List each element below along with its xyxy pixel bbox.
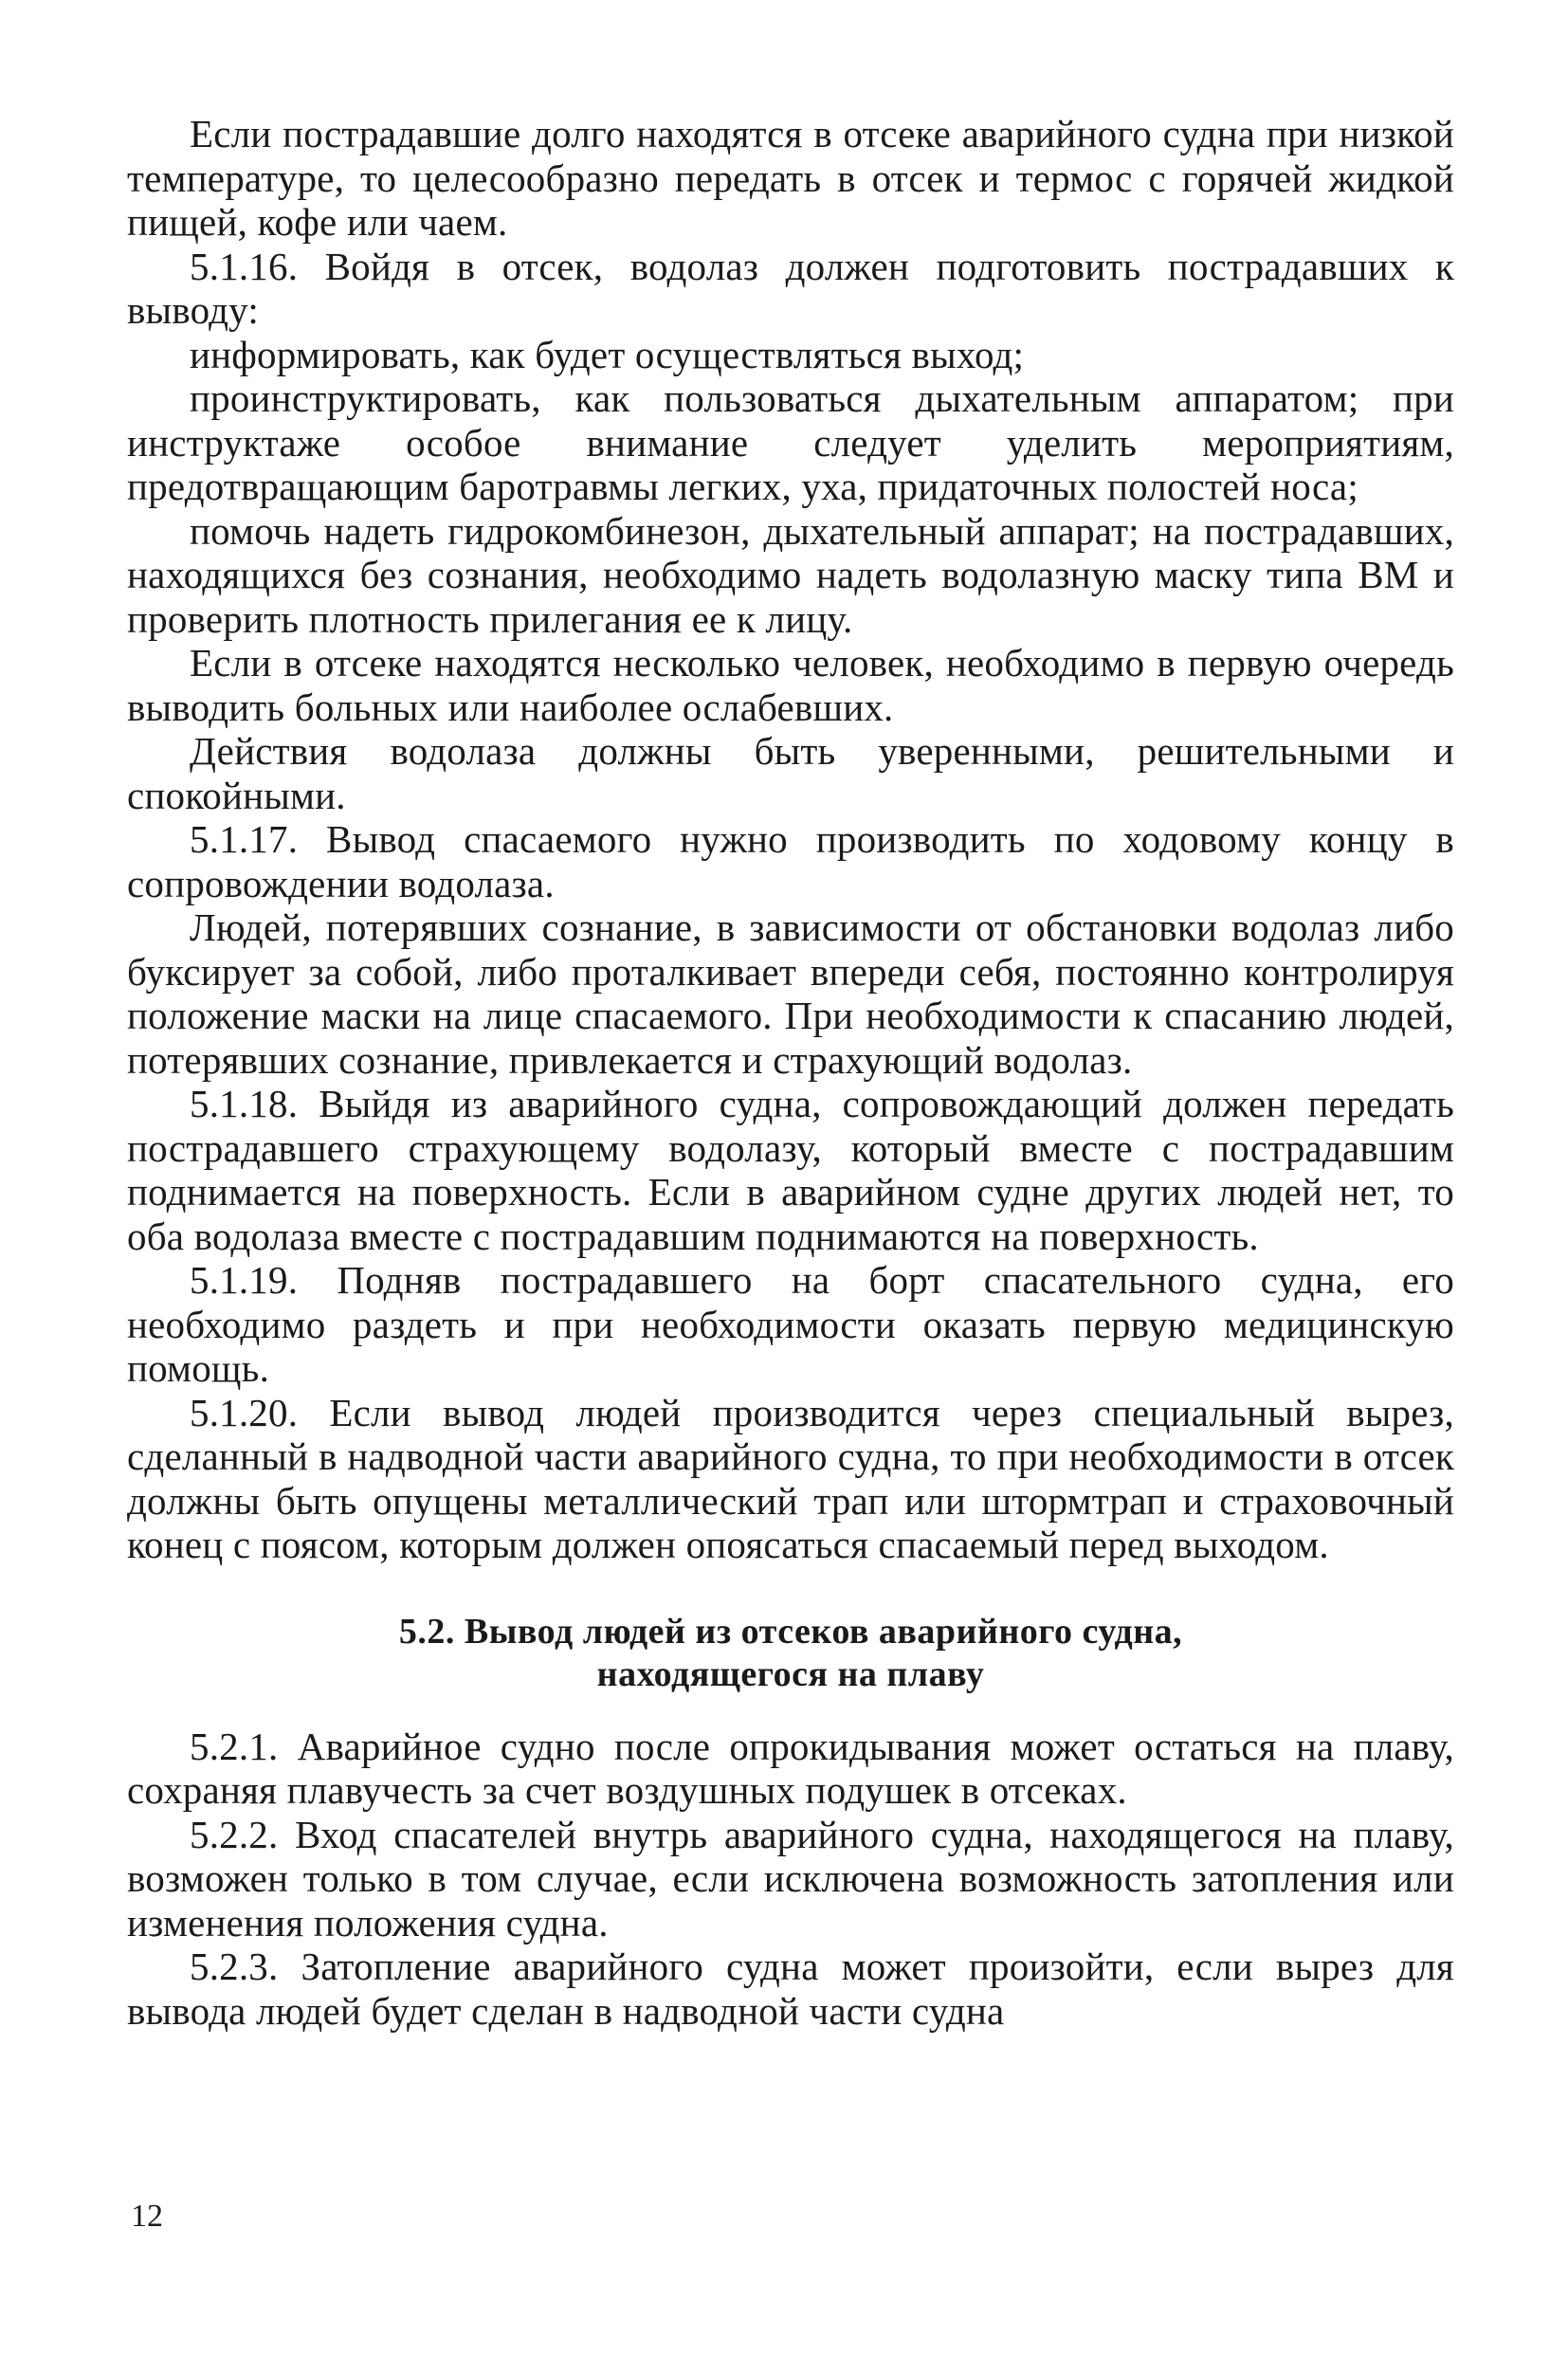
section-heading: [127, 1611, 1454, 1696]
page-number: 12: [131, 2199, 163, 2234]
list-item: информировать, как будет осуществляться выход;: [190, 332, 1025, 376]
paragraph: 5.1.19. Подняв пострадавшего на борт спасательного судна, его необходимо раздеть и при необходимости оказать первую медицинскую помощь.: [127, 1258, 1454, 1390]
paragraph: 5.1.17. Вывод спасаемого нужно производить по ходовому концу в сопровождении водолаза.: [127, 817, 1454, 905]
list-item: помочь надеть гидрокомбинезон, дыхательный аппарат; на пострадавших, находящихся без сознания, необходимо надеть водолазную маску типа ВМ и проверить плотность прилегания ее к лицу.: [127, 508, 1454, 641]
paragraph: Людей, потерявших сознание, в зависимости от обстановки водолаз либо буксирует за собой, либо проталкивает впереди себя, постоянно контролируя положение маски на лице спасаемого. При необходимости к спасанию людей, потерявших сознание, привлекается и страхующий водолаз.: [127, 905, 1454, 1082]
list-item: проинструктировать, как пользоваться дыхательным аппаратом; при инструктаже особое внимание следует уделить мероприятиям, предотвращающим баротравмы легких, уха, придаточных полостей носа;: [127, 376, 1454, 508]
section-heading-line-1: 5.2. Вывод людей из отсеков аварийного судна,: [398, 1611, 1183, 1652]
paragraph: 5.1.20. Если вывод людей производится через специальный вырез, сделанный в надводной части аварийного судна, то при необходимости в отсек должны быть опущены металлический трап или штормтрап и страховочный конец с поясом, которым должен опоясаться спасаемый перед выходом.: [127, 1390, 1454, 1566]
paragraph: Если в отсеке находятся несколько человек, необходимо в первую очередь выводить больных или наиболее ослабевших.: [127, 641, 1454, 729]
paragraph: 5.2.3. Затопление аварийного судна может произойти, если вырез для вывода людей будет сделан в надводной части судна: [127, 1945, 1454, 2033]
paragraph: 5.1.16. Войдя в отсек, водолаз должен подготовить пострадавших к выводу:: [127, 244, 1454, 332]
paragraph: 5.1.18. Выйдя из аварийного судна, сопровождающий должен передать пострадавшего страхующему водолазу, который вместе с пострадавшим поднимается на поверхность. Если в аварийном судне других людей нет, то оба водолаза вместе с пострадавшим поднимаются на поверхность.: [127, 1082, 1454, 1258]
section-heading-line-2: находящегося на плаву: [596, 1653, 985, 1694]
paragraph: 5.2.2. Вход спасателей внутрь аварийного судна, находящегося на плаву, возможен только в том случае, если исключена возможность затопления или изменения положения судна.: [127, 1812, 1454, 1945]
page-body: [127, 112, 1454, 2033]
paragraph: Действия водолаза должны быть уверенными, решительными и спокойными.: [127, 729, 1454, 817]
paragraph: Если пострадавшие долго находятся в отсеке аварийного судна при низкой температуре, то целесообразно передать в отсек и термос с горячей жидкой пищей, кофе или чаем.: [127, 112, 1454, 244]
paragraph: 5.2.1. Аварийное судно после опрокидывания может остаться на плаву, сохраняя плавучесть за счет воздушных подушек в отсеках.: [127, 1724, 1454, 1812]
